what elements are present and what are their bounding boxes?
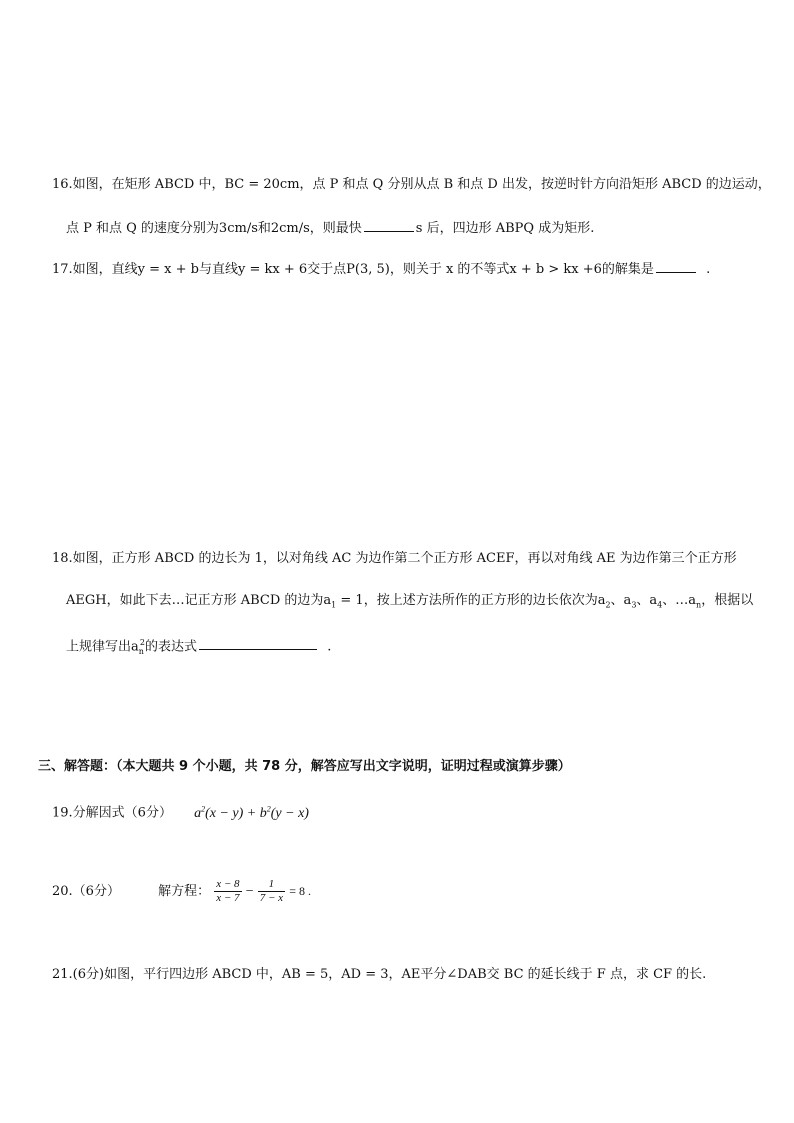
q18-line2 xyxy=(66,592,753,615)
q17-text-b: . xyxy=(706,262,711,277)
q17-answer-blank[interactable] xyxy=(656,259,696,273)
section-3-heading xyxy=(38,758,571,776)
q18-text-line3b: 的表达式 xyxy=(145,639,198,655)
q20-line xyxy=(52,876,311,907)
q20-fraction-1 xyxy=(214,878,241,905)
q18-subn: n xyxy=(696,600,702,610)
q20-rhs: = 8 . xyxy=(289,884,311,898)
q19-expr-sup2: 2 xyxy=(266,804,271,813)
section-3-title: 三、解答题：（本大题共 9 个小题，共 78 分，解答应写出文字说明，证明过程或演算步骤） xyxy=(38,759,571,774)
q18-line3 xyxy=(66,634,331,661)
q17-text-a: 17.如图，直线y = x + b与直线y = kx + 6交于点P(3, 5)，则关于 x 的不等式x + b > kx +6的解集是 xyxy=(52,262,654,277)
q20-fraction-2 xyxy=(258,878,285,905)
q18-line3-sup: 2 xyxy=(139,638,146,647)
q16-line1 xyxy=(52,176,771,194)
q18-text-line1: 18.如图，正方形 ABCD 的边长为 1，以对角线 AC 为边作第二个正方形 ACEF，再以对角线 AE 为边作第三个正方形 xyxy=(52,551,737,566)
q18-sub3: 3 xyxy=(631,600,637,610)
q18-text-line2b: = 1，按上述方法所作的正方形的边长依次为a xyxy=(336,593,606,608)
q18-text-line3c: . xyxy=(327,639,332,655)
q20-prompt: 解方程： xyxy=(158,884,211,899)
q19-expr-sup1: 2 xyxy=(201,804,206,813)
q20-minus: − xyxy=(245,884,254,899)
q19-expression xyxy=(194,806,309,821)
q18-text-line2e: 、…a xyxy=(662,593,697,608)
q20-frac1-den: x − 7 xyxy=(216,892,240,904)
q18-text-line2f: ，根据以 xyxy=(701,593,754,608)
q20-frac1-num: x − 8 xyxy=(216,878,240,890)
q18-text-line2c: 、a xyxy=(610,593,632,608)
q18-answer-blank[interactable] xyxy=(199,636,317,650)
q16-text-line1: 16.如图，在矩形 ABCD 中，BC = 20cm，点 P 和点 Q 分别从点 B 和点 D 出发，按逆时针方向沿矩形 ABCD 的边运动， xyxy=(52,177,771,192)
q19-line xyxy=(52,800,309,823)
q19-expr-b: (x − y) + b xyxy=(205,805,267,821)
q19-label: 19.分解因式（6分） xyxy=(52,805,172,821)
q18-line3-sub: n xyxy=(138,646,144,656)
q18-text-line3a: 上规律写出a xyxy=(66,639,139,655)
q20-label: 20.（6分） xyxy=(52,884,120,899)
q18-text-line2d: 、a xyxy=(636,593,658,608)
q21-line xyxy=(52,966,706,984)
q19-expr-a: a xyxy=(194,805,202,821)
q16-text-line2b: s 后，四边形 ABPQ 成为矩形. xyxy=(415,221,595,236)
q16-text-line2a: 点 P 和点 Q 的速度分别为3cm/s和2cm/s，则最快 xyxy=(66,221,362,236)
q20-frac2-den: 7 − x xyxy=(259,892,284,904)
q18-line1 xyxy=(52,550,737,568)
q17-line xyxy=(52,259,710,279)
q20-frac2-num: 1 xyxy=(268,878,275,890)
q19-expr-c: (y − x) xyxy=(270,805,309,821)
q18-text-line2a: AEGH，如此下去…记正方形 ABCD 的边为a xyxy=(66,593,332,608)
q18-sub1: 1 xyxy=(331,600,337,610)
q21-text: 21.(6分)如图，平行四边形 ABCD 中，AB = 5，AD = 3，AE平分∠DAB交 BC 的延长线于 F 点，求 CF 的长. xyxy=(52,967,707,982)
q18-sub2: 2 xyxy=(605,600,611,610)
q18-sub4: 4 xyxy=(657,600,663,610)
q16-line2 xyxy=(66,218,594,238)
q16-answer-blank[interactable] xyxy=(364,218,414,232)
